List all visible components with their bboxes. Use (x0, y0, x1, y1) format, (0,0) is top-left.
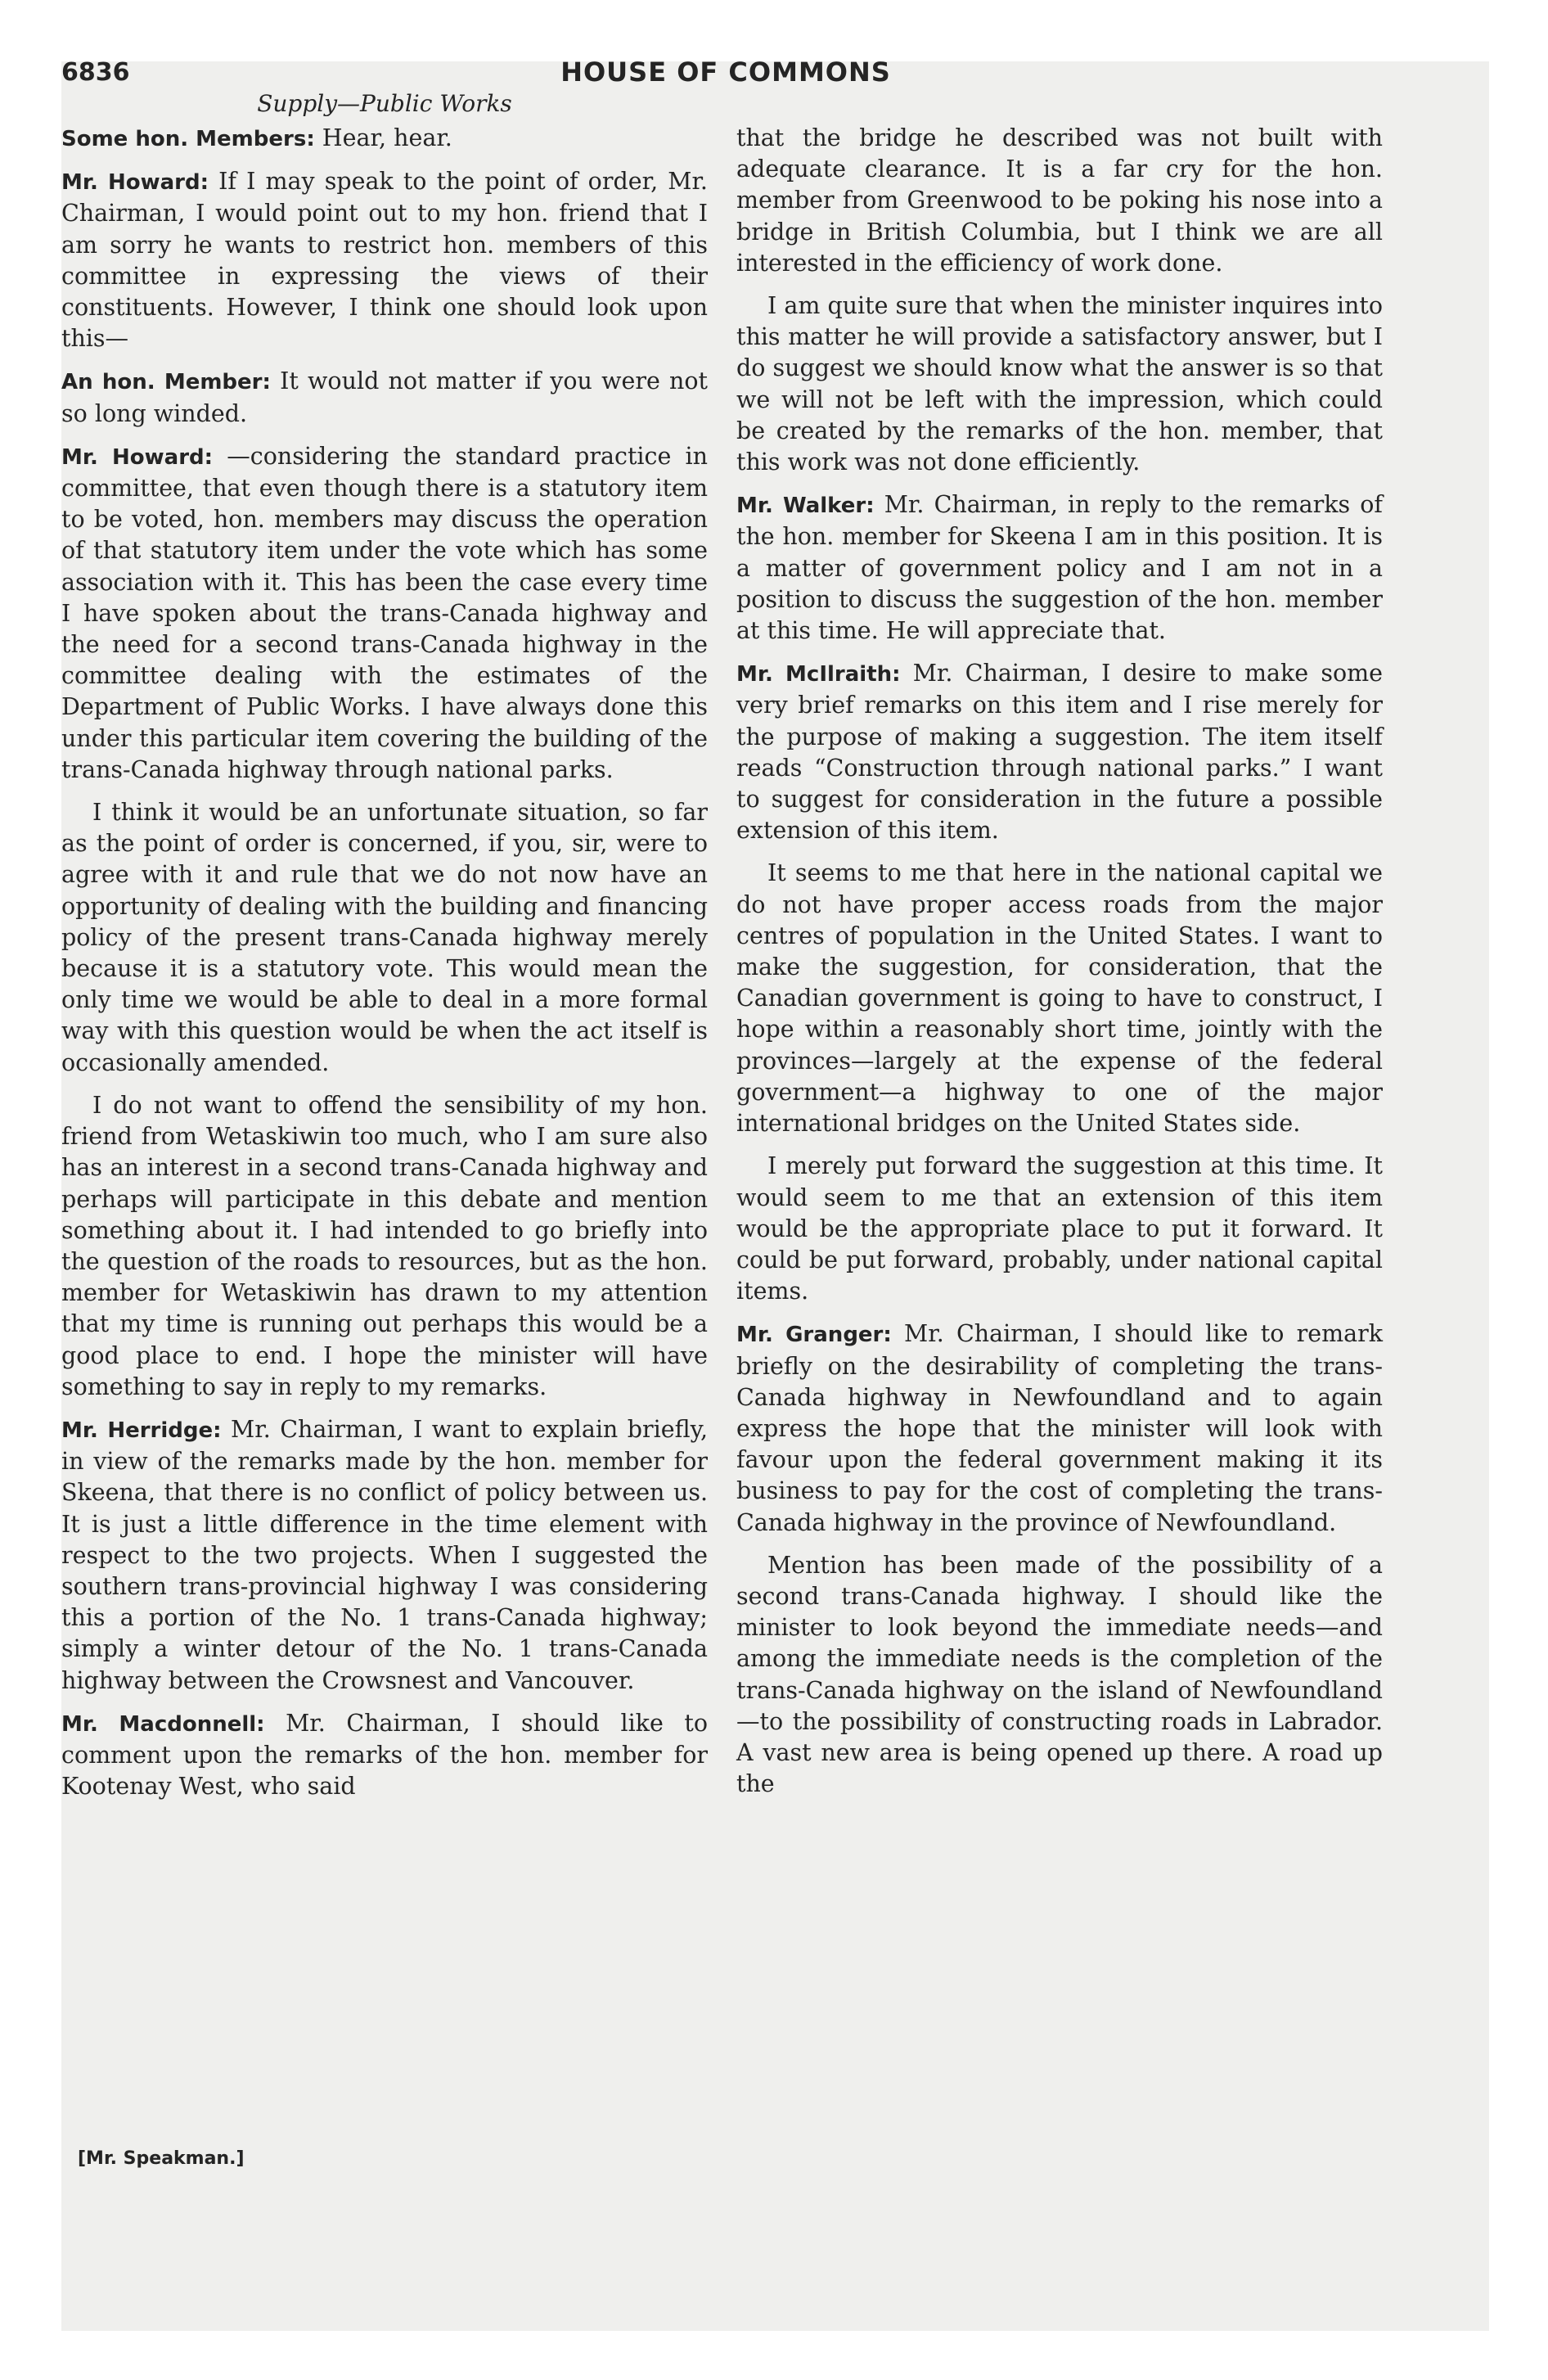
speaker-name: Mr. Herridge: (61, 1418, 222, 1443)
speaker-name: Some hon. Members: (61, 127, 315, 151)
paragraph (736, 123, 1383, 279)
speaker-name: Mr. Howard: (61, 444, 214, 470)
speaker-name: Mr. Macdonnell: (61, 1711, 265, 1737)
paragraph-text: I am quite sure that when the minister inquires into this matter he will provide a satisfactory answer, but I do suggest we should know what the answer is so that we will not be left with the impression, which could be created by the remarks of the hon. member, that this work was not done efficiently. (736, 292, 1383, 476)
paragraph-text: that the bridge he described was not built with adequate clearance. It is a far cry for the hon. member from Greenwood to be poking his nose into a bridge in British Columbia, but I think we are all interested in the efficiency of work done. (736, 124, 1383, 277)
speaker-name: Mr. Walker: (736, 494, 875, 519)
paragraph (61, 797, 708, 1079)
speaker-name: Mr. McIlraith: (736, 662, 901, 687)
paragraph (736, 658, 1383, 846)
paragraph-text: Mr. Chairman, in reply to the remarks of the hon. member for Skeena I am in this position. It is a matter of government policy and I am not in a position to discuss the suggestion of the hon. member at this time. He will appreciate that. (736, 491, 1383, 645)
paragraph-text: I think it would be an unfortunate situation, so far as the point of order is concerned, if you, sir, were to agree with it and rule that we do not now have an opportunity of dealing with the building and financing policy of the present trans-Canada highway merely because it is a statutory vote. This would mean the only time we would be able to deal in a more formal way with this question would be when the act itself is occasionally amended. (61, 799, 708, 1076)
page-header (61, 53, 1390, 94)
paragraph (61, 1090, 708, 1403)
footer-note: [Mr. Speakman.] (78, 2148, 245, 2169)
paragraph-text: —considering the standard practice in committee, that even though there is a statutory item to be voted, hon. members may discuss the operation of that statutory item under the vote which has some association with it. This has been the case every time I have spoken about the trans-Canada highway and the need for a second trans-Canada highway in the committee dealing with the estimates of the Department of Public Works. I have always done this under this particular item covering the building of the trans-Canada highway through national parks. (61, 442, 708, 783)
page-title: HOUSE OF COMMONS (560, 56, 891, 88)
paragraph (61, 366, 708, 429)
paragraph (61, 441, 708, 786)
paragraph-text: Mr. Chairman, I want to explain briefly, in view of the remarks made by the hon. member for Skeena, that there is no conflict of policy between us. It is just a little difference in the time element with respect to the two projects. When I suggested the southern trans-provincial highway I was considering this a portion of the No. 1 trans-Canada highway; simply a winter detour of the No. 1 trans-Canada highway between the Crowsnest and Vancouver. (61, 1415, 709, 1694)
speaker-name: Mr. Howard: (61, 170, 209, 196)
paragraph-text: Mr. Chairman, I should like to comment upon the remarks of the hon. member for Kootenay West, who said (61, 1709, 708, 1801)
left-column (61, 123, 708, 1814)
paragraph-text: Hear, hear. (314, 124, 452, 151)
paragraph (736, 489, 1383, 647)
paragraph-text: It would not matter if you were not so long winded. (61, 367, 709, 427)
paragraph (61, 1414, 708, 1697)
right-column (736, 123, 1383, 1811)
paragraph (61, 123, 708, 155)
paragraph-text: I do not want to offend the sensibility of my hon. friend from Wetaskiwin too much, who I am sure also has an interest in a second trans-Canada highway and perhaps will participate in this debate and mention something about it. I had intended to go briefly into the question of the roads to resources, but as the hon. member for Wetaskiwin has drawn to my attention that my time is running out perhaps this would be a good place to end. I hope the minister will have something to say in reply to my remarks. (61, 1091, 708, 1400)
paragraph (736, 1318, 1383, 1538)
paragraph-text: Mention has been made of the possibility of a second trans-Canada highway. I should like the minister to look beyond the immediate needs—and among the immediate needs is the completion of the trans-Canada highway on the island of Newfoundland—to the possibility of constructing roads in Labrador. A vast new area is being opened up there. A road up the (736, 1551, 1383, 1798)
paragraph (61, 166, 708, 354)
paragraph-text: Mr. Chairman, I should like to remark briefly on the desirability of completing the trans-Canada highway in Newfoundland and to again express the hope that the minister will look with favour upon the federal government making it its business to pay for the cost of completing the trans-Canada highway in the province of Newfoundland. (736, 1320, 1383, 1536)
paragraph-text: Mr. Chairman, I desire to make some very brief remarks on this item and I rise merely for the purpose of making a suggestion. The item itself reads “Construction through national parks.” I want to suggest for consideration in the future a possible extension of this item. (736, 660, 1383, 845)
paragraph-text: It seems to me that here in the national capital we do not have proper access roads from the major centres of population in the United States. I want to make the suggestion, for consideration, that the Canadian government is going to have to construct, I hope within a reasonably short time, jointly with the provinces—largely at the expense of the federal government—a highway to one of the major international bridges on the United States side. (736, 859, 1383, 1138)
paragraph (736, 1151, 1383, 1307)
paragraph (736, 858, 1383, 1139)
page-number: 6836 (61, 58, 130, 87)
paragraph (736, 291, 1383, 478)
paragraph-text: I merely put forward the suggestion at this time. It would seem to me that an extension of this item would be the appropriate place to put it forward. It could be put forward, probably, under national capital items. (736, 1152, 1383, 1305)
section-title: Supply—Public Works (257, 90, 512, 117)
speaker-name: Mr. Granger: (736, 1323, 892, 1348)
speaker-name: An hon. Member: (61, 370, 271, 395)
paragraph (61, 1708, 708, 1803)
paragraph-text: If I may speak to the point of order, Mr. Chairman, I would point out to my hon. friend that I am sorry he wants to restrict hon. members of this committee in expressing the views of their constituents. However, I think one should look upon this— (61, 168, 708, 353)
paragraph (736, 1550, 1383, 1801)
